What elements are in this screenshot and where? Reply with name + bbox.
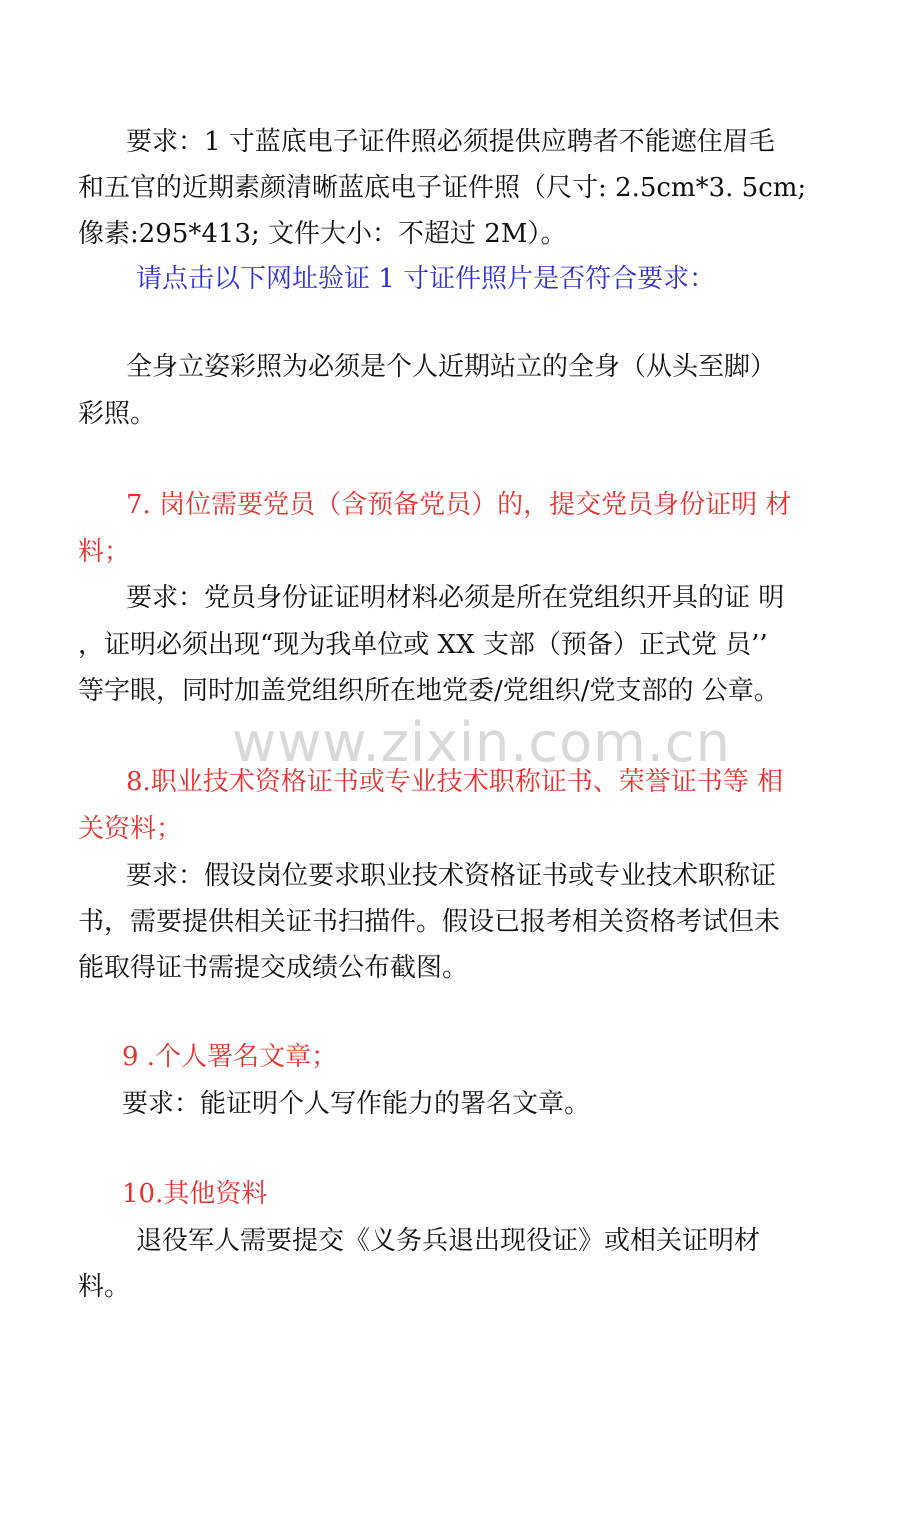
photo-req-line-1: 要求：1 寸蓝底电子证件照必须提供应聘者不能遮住眉毛 — [126, 127, 775, 157]
item-8-heading-line-2: 关资料； — [78, 814, 183, 844]
item-7-heading-line-1: 7. 岗位需要党员（含预备党员）的，提交党员身份证明 材 — [126, 490, 792, 520]
item-10-heading: 10.其他资料 — [122, 1179, 268, 1209]
full-body-req-line-2: 彩照。 — [78, 399, 157, 429]
item-9-heading: 9 .个人署名文章； — [122, 1042, 338, 1072]
item-7-req-line-3: 等字眼，同时加盖党组织所在地党委/党组织/党支部的 公章。 — [78, 676, 780, 706]
item-8-req-line-2: 书，需要提供相关证书扫描件。假设已报考相关资格考试但未 — [78, 907, 781, 937]
full-body-req-line-1: 全身立姿彩照为必须是个人近期站立的全身（从头至脚） — [126, 352, 777, 382]
item-8-heading-line-1: 8.职业技术资格证书或专业技术职称证书、荣誉证书等 相 — [126, 767, 784, 797]
photo-verify-link[interactable]: 请点击以下网址验证 1 寸证件照片是否符合要求： — [136, 264, 716, 294]
item-9-req: 要求：能证明个人写作能力的署名文章。 — [122, 1089, 591, 1119]
photo-req-line-2: 和五官的近期素颜清晰蓝底电子证件照（尺寸: 2.5cm*3. 5cm; — [78, 173, 807, 203]
photo-req-line-3: 像素:295*413; 文件大小：不超过 2M）。 — [78, 219, 567, 249]
watermark: www.zixin.com.cn — [232, 711, 731, 774]
item-8-req-line-1: 要求：假设岗位要求职业技术资格证书或专业技术职称证 — [126, 861, 777, 891]
item-7-req-line-1: 要求：党员身份证证明材料必须是所在党组织开具的证 明 — [126, 583, 785, 613]
item-10-req-line-2: 料。 — [78, 1272, 131, 1302]
item-7-heading-line-2: 料； — [78, 537, 131, 567]
item-10-req-line-1: 退役军人需要提交《义务兵退出现役证》或相关证明材 — [136, 1226, 761, 1256]
item-8-req-line-3: 能取得证书需提交成绩公布截图。 — [78, 953, 469, 983]
item-7-req-line-2: ，证明必须出现“现为我单位或 XX 支部（预备）正式党 员’’ — [78, 630, 768, 660]
